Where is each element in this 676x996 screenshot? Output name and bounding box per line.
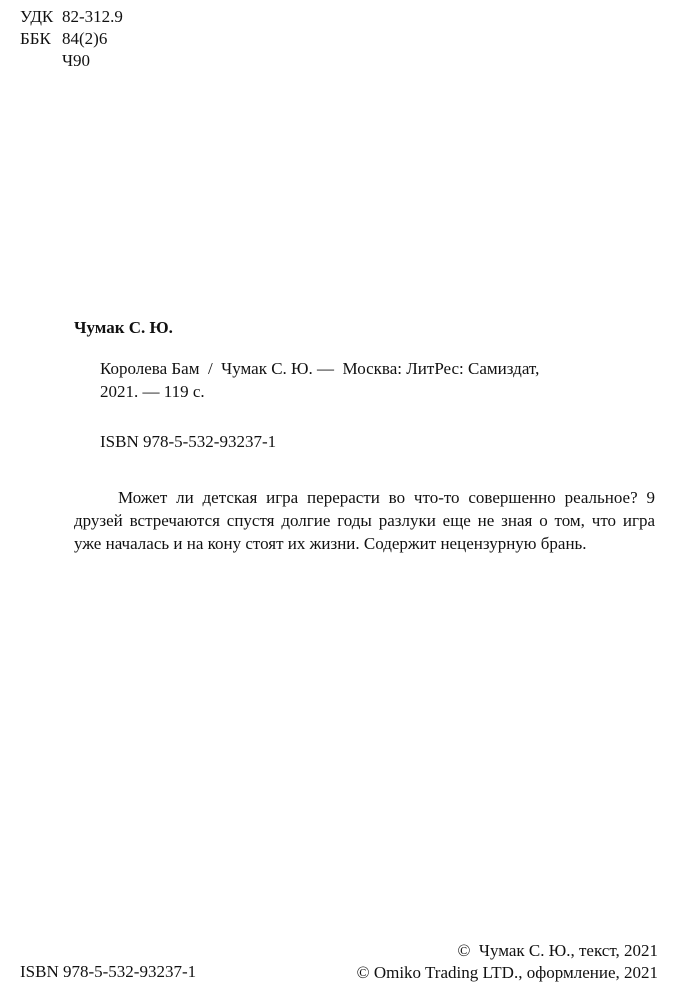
copyright-design: © Omiko Trading LTD., оформление, 2021 [356, 963, 658, 982]
bibliographic-record [100, 357, 620, 403]
copyright-block [357, 940, 658, 984]
bbk-label: ББК [20, 29, 51, 48]
classification-block [20, 6, 123, 72]
annotation-text: Может ли детская игра перерасти во что-то совершенно реальное? 9 друзей встречаются спустя долгие годы разлуки еще не зная о том, что игра уже началась и на кону стоят их жизни. Содержит нецензурную брань. [74, 488, 655, 553]
isbn: ISBN 978-5-532-93237-1 [100, 432, 277, 451]
biblio-line-2: 2021. — 119 с. [100, 382, 205, 401]
author-mark-label [20, 50, 62, 72]
biblio-line-1: Королева Бам / Чумак С. Ю. — Москва: ЛитРес: Самиздат, [100, 359, 540, 378]
udk-value: 82-312.9 [62, 7, 123, 26]
footer-isbn: ISBN 978-5-532-93237-1 [20, 962, 197, 981]
author-mark-row [20, 50, 123, 72]
author-heading: Чумак С. Ю. [74, 318, 173, 337]
bbk-row [20, 28, 123, 50]
bbk-value: 84(2)6 [62, 29, 108, 48]
author-mark-value: Ч90 [62, 51, 91, 70]
udk-row [20, 6, 123, 28]
copyright-text: © Чумак С. Ю., текст, 2021 [457, 941, 658, 960]
udk-label: УДК [20, 7, 54, 26]
annotation-paragraph [74, 486, 655, 555]
